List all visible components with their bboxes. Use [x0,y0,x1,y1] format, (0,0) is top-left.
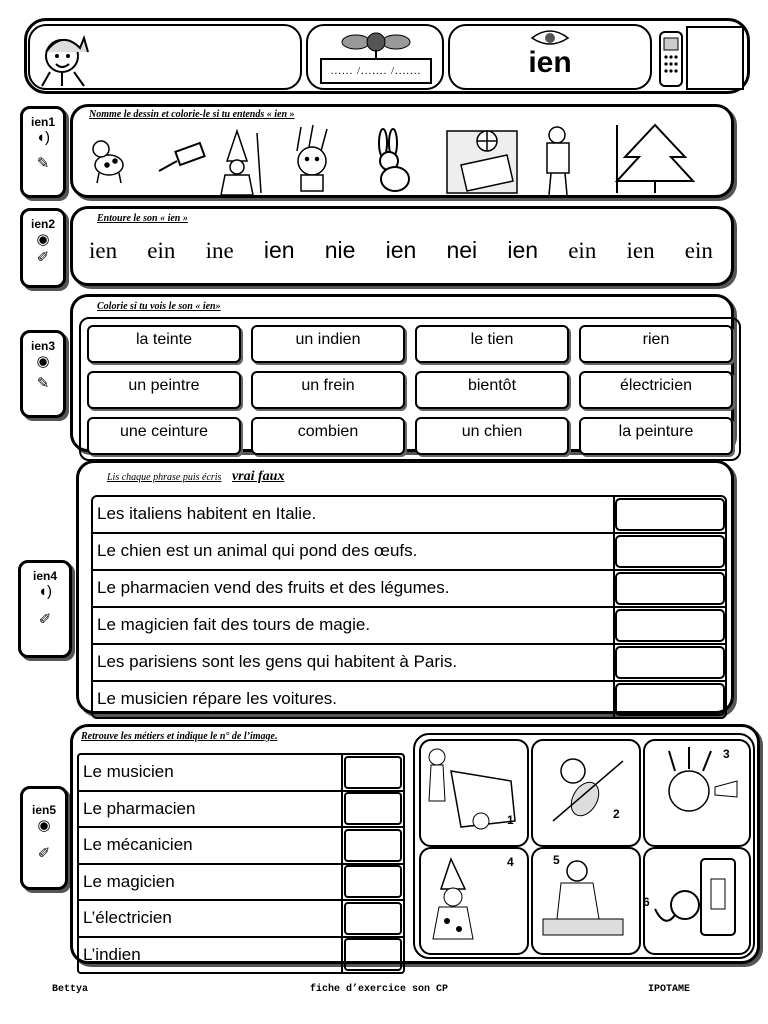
sentence-row [93,608,725,645]
answer-box[interactable] [615,572,725,605]
sentence-table [91,495,727,719]
picture-number: 6 [643,895,650,909]
eye-icon [530,28,570,48]
job-text: Le mécanicien [79,828,343,863]
picture-number: 2 [613,807,620,821]
job-row [79,865,403,902]
word-cell[interactable]: bientôt [415,371,569,409]
sentence-text: Les italiens habitent en Italie. [93,497,615,532]
paintbrush-icon [159,143,205,171]
ex4-label-box [18,560,72,658]
sentence-text: Le chien est un animal qui pond des œufs. [93,534,615,569]
ex2-word[interactable]: ien [626,238,655,263]
picture-number: 3 [723,747,730,761]
ex2-code: ien2 [30,217,55,231]
answer-box[interactable] [615,535,725,568]
ex4-instruction-line [107,469,284,485]
fir-tree-icon [617,125,693,193]
ex2-word[interactable]: ien [385,237,417,263]
answer-box[interactable] [615,498,725,531]
ex3-label-box [20,330,66,418]
job-row [79,792,403,829]
mechanic-icon [421,741,521,837]
sentence-row [93,534,725,571]
number-box[interactable] [344,902,402,935]
ex2-label-box [20,208,66,288]
job-text: Le pharmacien [79,792,343,827]
number-box[interactable] [344,938,402,971]
footer-title: fiche d’exercice son CP [310,984,449,995]
job-text: L’indien [79,938,343,973]
ex1-drawings [77,121,727,197]
picture-number: 5 [553,853,560,867]
pharmacist-icon [533,849,633,945]
word-cell[interactable]: une ceinture [87,417,241,455]
sentence-text: Le magicien fait des tours de magie. [93,608,615,643]
ex3-panel [70,294,734,452]
name-box [28,24,302,90]
word-cell[interactable]: un indien [251,325,405,363]
jobs-table [77,753,405,974]
job-text: Le musicien [79,755,343,790]
number-box[interactable] [344,865,402,898]
wizard-icon [221,131,261,195]
job-row [79,938,403,973]
word-cell[interactable]: combien [251,417,405,455]
ex1-code: ien1 [30,115,55,129]
word-cell[interactable]: un frein [251,371,405,409]
flower-icon [336,28,416,62]
vrai-faux-label: vrai faux [231,469,285,484]
number-box[interactable] [344,792,402,825]
job-text: Le magicien [79,865,343,900]
sentence-row [93,645,725,682]
job-row [79,755,403,792]
picture-pharmacist [531,847,641,955]
rabbit-icon [379,129,409,191]
plug-socket-icon [645,849,745,945]
indian-chief-icon [645,741,745,837]
sound-box [448,24,652,90]
answer-box[interactable] [615,609,725,642]
sentence-row [93,682,725,717]
ex3-code: ien3 [30,339,55,353]
indian-icon [297,125,327,191]
picture-number: 1 [507,813,514,827]
magician-icon [421,849,521,945]
word-cell[interactable]: électricien [579,371,733,409]
ex2-instruction: Entoure le son « ien » [97,213,188,224]
phone-icon [657,30,685,88]
number-box[interactable] [344,756,402,789]
pencil-icon: ✐ [37,845,51,862]
picture-electrician [643,847,751,955]
eye-icon: ◉ [37,817,51,834]
board-icon [686,26,744,90]
ex2-word[interactable]: ine [205,238,234,263]
crayon-icon: ✎ [36,375,50,392]
sentence-text: Le pharmacien vend des fruits et des légumes. [93,571,615,606]
dalmatian-icon [93,141,123,183]
sentence-text: Le musicien répare les voitures. [93,682,615,717]
answer-box[interactable] [615,646,725,679]
ex2-word[interactable]: ien [89,238,118,263]
ex4-instruction: Lis chaque phrase puis écris [107,472,222,483]
ex2-word[interactable]: ein [684,238,713,263]
picture-number: 4 [507,855,514,869]
ex2-word[interactable]: nei [446,237,478,263]
ex4-code: ien4 [32,569,57,583]
word-cell[interactable]: la teinte [87,325,241,363]
violinist-icon [533,741,633,837]
picture-magician [419,847,529,955]
number-box[interactable] [344,829,402,862]
pictures-frame [413,733,755,959]
job-text: L’électricien [79,901,343,936]
crayon-icon: ✎ [36,155,50,172]
ex2-panel [70,206,734,286]
job-row [79,901,403,938]
ear-icon: ◖) [35,129,51,146]
clown-mascot-icon [32,26,102,88]
date-field[interactable]: ...... /....... /....... [320,58,432,84]
footer-author: Bettya [52,984,89,995]
picture-musician [531,739,641,847]
ex2-word[interactable]: ein [568,238,597,263]
ex2-word[interactable]: ein [147,238,176,263]
word-cell[interactable]: un chien [415,417,569,455]
sentence-row [93,571,725,608]
eye-icon: ◉ [36,231,50,248]
answer-box[interactable] [615,683,725,716]
ex3-instruction: Colorie si tu vois le son « ien» [97,301,221,312]
ex2-word[interactable]: ien [263,237,295,263]
word-cell[interactable]: la peinture [579,417,733,455]
sentence-row [93,497,725,534]
sentence-text: Les parisiens sont les gens qui habitent à Paris. [93,645,615,680]
job-row [79,828,403,865]
ex1-instruction: Nomme le dessin et colorie-le si tu entends « ien » [89,109,295,120]
word-cell[interactable]: le tien [415,325,569,363]
footer-site: IPOTAME [648,984,691,995]
ex2-words [89,237,713,264]
word-cell[interactable]: un peintre [87,371,241,409]
ex3-grid-frame [79,317,741,461]
word-cell[interactable]: rien [579,325,733,363]
picture-indian [643,739,751,847]
eye-icon: ◉ [36,353,50,370]
pencil-icon: ✐ [36,249,50,266]
ex1-panel [70,104,734,198]
ex5-label-box [20,786,68,890]
goalkeeper-icon [447,131,517,193]
electrician-icon [547,127,569,195]
ex5-instruction: Retrouve les métiers et indique le n° de l’image. [81,731,278,742]
sound-title: ien [528,46,572,79]
ex2-word[interactable]: nie [324,237,356,263]
ear-icon: ◖) [37,583,53,600]
ex5-panel [70,724,760,964]
ex4-panel [76,460,734,714]
ex1-label-box [20,106,66,198]
ex2-word[interactable]: ien [507,237,539,263]
ex5-code: ien5 [31,803,56,817]
pencil-icon: ✐ [38,611,52,628]
picture-mechanic [419,739,529,847]
ex3-grid [87,325,733,455]
